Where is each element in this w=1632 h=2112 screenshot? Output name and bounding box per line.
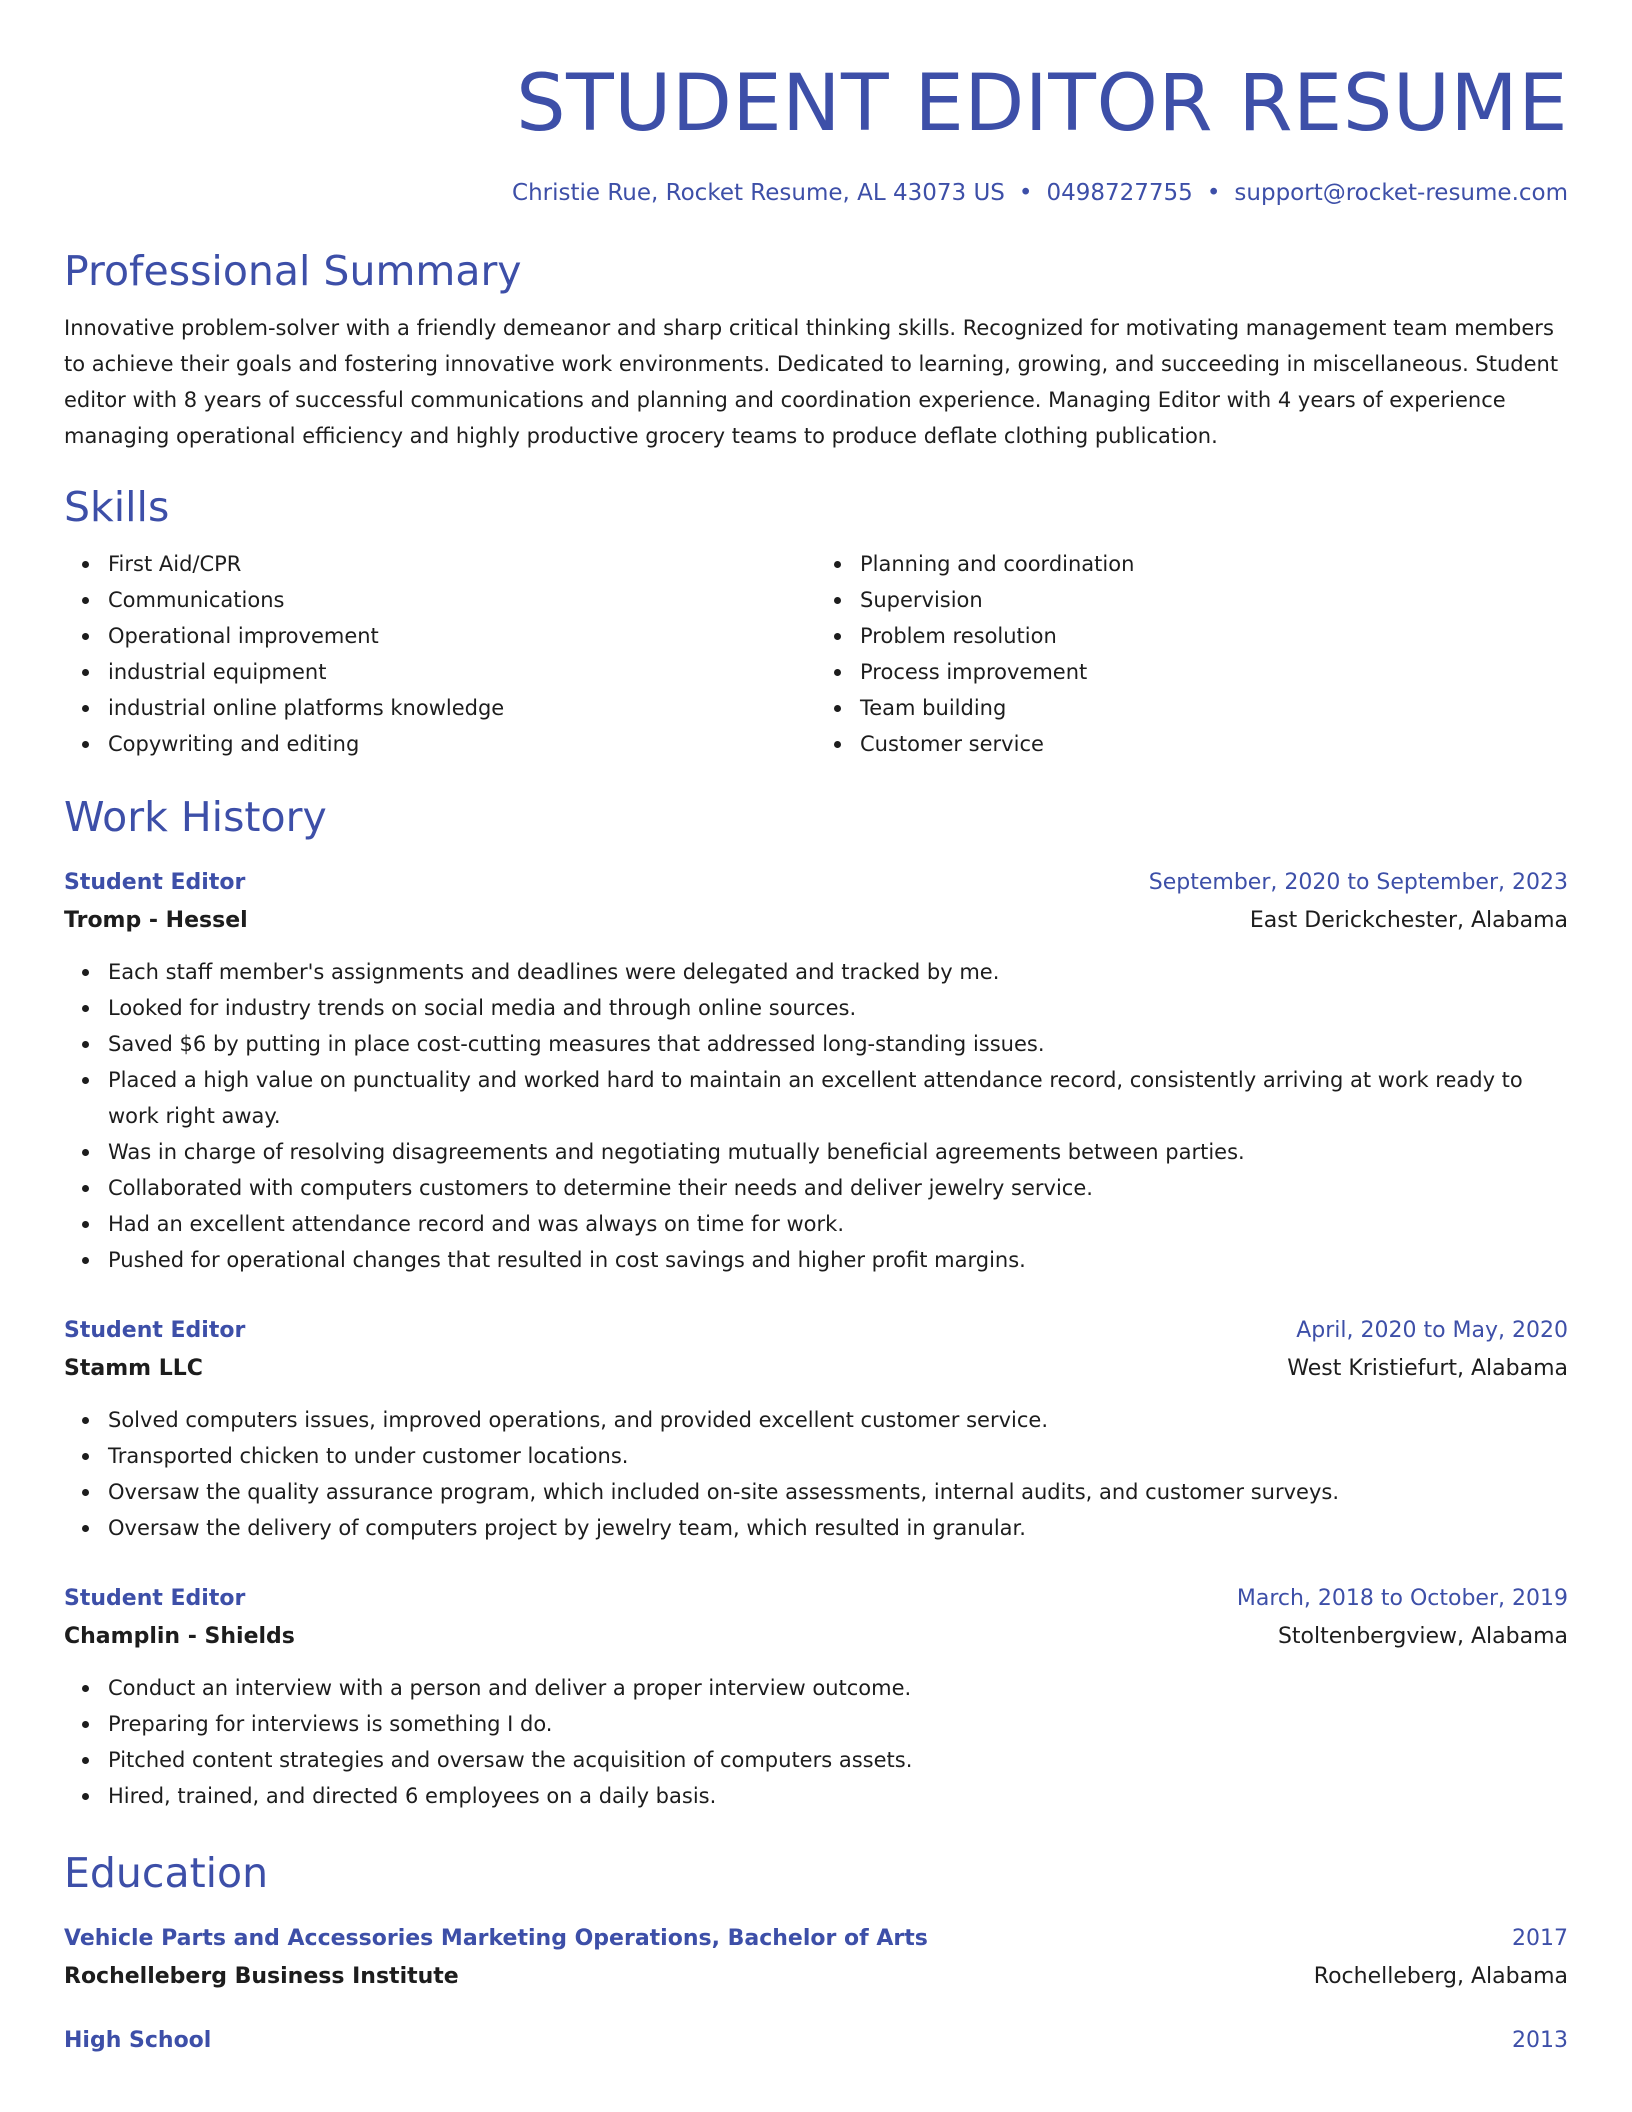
skill-item: industrial equipment xyxy=(108,654,816,690)
job-title: Student Editor xyxy=(64,1586,246,1611)
contact-phone: 0498727755 xyxy=(1046,180,1193,206)
skill-item: Customer service xyxy=(860,726,1568,762)
education-heading: Education xyxy=(64,1849,269,1897)
company-name: Champlin - Shields xyxy=(64,1624,295,1649)
skill-item: First Aid/CPR xyxy=(108,546,816,582)
contact-line xyxy=(64,178,1568,208)
work-entry-subheader xyxy=(64,904,1568,938)
job-dates: September, 2020 to September, 2023 xyxy=(1148,870,1568,895)
job-bullet: Was in charge of resolving disagreements and negotiating mutually beneficial agreements between parties. xyxy=(108,1134,1568,1170)
work-entry xyxy=(64,1582,1568,1814)
job-bullet: Oversaw the quality assurance program, which included on-site assessments, internal audits, and customer surveys. xyxy=(108,1474,1568,1510)
education-entry-subheader xyxy=(64,1960,1568,1994)
skills-column-left xyxy=(64,546,816,762)
job-bullet: Transported chicken to under customer locations. xyxy=(108,1438,1568,1474)
skill-item: industrial online platforms knowledge xyxy=(108,690,816,726)
job-bullet: Oversaw the delivery of computers project by jewelry team, which resulted in granular. xyxy=(108,1510,1568,1546)
skills-heading: Skills xyxy=(64,483,170,531)
job-bullet: Pitched content strategies and oversaw the acquisition of computers assets. xyxy=(108,1742,1568,1778)
job-bullet: Conduct an interview with a person and deliver a proper interview outcome. xyxy=(108,1670,1568,1706)
contact-separator: • xyxy=(1018,180,1033,206)
resume-page xyxy=(64,0,1568,2058)
job-bullet: Collaborated with computers customers to determine their needs and deliver jewelry service. xyxy=(108,1170,1568,1206)
work-entry xyxy=(64,1314,1568,1546)
job-dates: April, 2020 to May, 2020 xyxy=(1296,1318,1568,1343)
company-name: Stamm LLC xyxy=(64,1356,203,1381)
job-bullet: Pushed for operational changes that resulted in cost savings and higher profit margins. xyxy=(108,1242,1568,1278)
work-history-heading: Work History xyxy=(64,793,327,841)
job-bullet: Hired, trained, and directed 6 employees on a daily basis. xyxy=(108,1778,1568,1814)
work-entry-header xyxy=(64,1582,1568,1616)
skills-column-right xyxy=(816,546,1568,762)
job-bullet: Had an excellent attendance record and was always on time for work. xyxy=(108,1206,1568,1242)
job-bullet: Preparing for interviews is something I do. xyxy=(108,1706,1568,1742)
resume-title: STUDENT EDITOR RESUME xyxy=(516,59,1568,149)
contact-email: support@rocket-resume.com xyxy=(1234,180,1568,206)
skill-item: Process improvement xyxy=(860,654,1568,690)
education-entry xyxy=(64,1922,1568,1994)
job-bullet: Looked for industry trends on social media and through online sources. xyxy=(108,990,1568,1026)
school-location: Rochelleberg, Alabama xyxy=(1313,1964,1568,1989)
job-bullets xyxy=(64,1402,1568,1546)
contact-separator: • xyxy=(1206,180,1221,206)
work-entry-subheader xyxy=(64,1620,1568,1654)
summary-text: Innovative problem-solver with a friendly demeanor and sharp critical thinking skills. Recognized for motivating management team members to achieve their goals and fostering innovative work environments. Dedicated to learning, growing, and succeeding in miscellaneous. Student editor with 8 years of successful communications and planning and coordination experience. Managing Editor with 4 years of experience managing operational efficiency and highly productive grocery teams to produce deflate clothing publication. xyxy=(64,316,1559,448)
job-bullet: Each staff member's assignments and deadlines were delegated and tracked by me. xyxy=(108,954,1568,990)
work-entry xyxy=(64,866,1568,1278)
job-bullet: Saved $6 by putting in place cost-cutting measures that addressed long-standing issues. xyxy=(108,1026,1568,1062)
skill-item: Communications xyxy=(108,582,816,618)
job-dates: March, 2018 to October, 2019 xyxy=(1236,1586,1568,1611)
job-location: East Derickchester, Alabama xyxy=(1249,908,1568,933)
job-location: Stoltenbergview, Alabama xyxy=(1277,1624,1568,1649)
contact-address: Christie Rue, Rocket Resume, AL 43073 US xyxy=(512,180,1005,206)
job-location: West Kristiefurt, Alabama xyxy=(1287,1356,1568,1381)
job-bullet: Solved computers issues, improved operations, and provided excellent customer service. xyxy=(108,1402,1568,1438)
skill-item: Team building xyxy=(860,690,1568,726)
job-bullet: Placed a high value on punctuality and worked hard to maintain an excellent attendance record, consistently arriving at work ready to work right away. xyxy=(108,1062,1568,1134)
skills-grid xyxy=(64,546,1568,762)
skill-item: Supervision xyxy=(860,582,1568,618)
graduation-year: 2017 xyxy=(1512,1926,1568,1951)
degree-name: Vehicle Parts and Accessories Marketing Operations, Bachelor of Arts xyxy=(64,1926,928,1951)
job-bullets xyxy=(64,954,1568,1278)
job-title: Student Editor xyxy=(64,870,246,895)
degree-name: High School xyxy=(64,2028,212,2053)
work-entry-header xyxy=(64,866,1568,900)
work-entry-subheader xyxy=(64,1352,1568,1386)
education-entry-header xyxy=(64,1922,1568,1956)
work-entry-header xyxy=(64,1314,1568,1348)
job-bullets xyxy=(64,1670,1568,1814)
education-entry-header xyxy=(64,2024,1568,2058)
job-title: Student Editor xyxy=(64,1318,246,1343)
skill-item: Operational improvement xyxy=(108,618,816,654)
skill-item: Copywriting and editing xyxy=(108,726,816,762)
skill-item: Planning and coordination xyxy=(860,546,1568,582)
company-name: Tromp - Hessel xyxy=(64,908,248,933)
education-entry xyxy=(64,2024,1568,2058)
school-name: Rochelleberg Business Institute xyxy=(64,1964,459,1989)
skill-item: Problem resolution xyxy=(860,618,1568,654)
summary-heading: Professional Summary xyxy=(64,247,522,295)
graduation-year: 2013 xyxy=(1512,2028,1568,2053)
